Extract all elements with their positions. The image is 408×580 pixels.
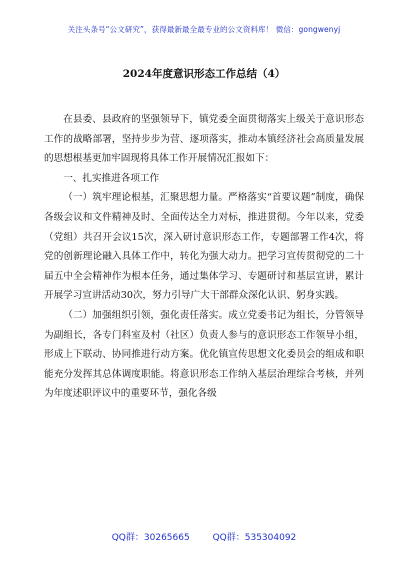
footer-contacts	[0, 530, 408, 543]
paragraph-1: （一）筑牢理论根基，汇聚思想力量。严格落实“首要议题”制度，确保各级会议和文件精神及时、全面传达全力对标，推进贯彻。今年以来，党委（党组）共召开会议15次，深入研讨意识形态工作，专题部署工作4次，将党的创新理论融入具体工作中，转化为强大动力。把学习宣传贯彻党的二十届五中全会精神作为根本任务，通过集体学习、专题研讨和基层宣讲，累计开展学习宣讲活动30次，努力引导广大干部群众深化认识、躬身实践。	[44, 192, 364, 302]
footer-qq-group-1: QQ群：30265665	[111, 533, 190, 543]
document-body	[44, 110, 364, 404]
document-title: 2024年度意识形态工作总结（4）	[122, 68, 286, 80]
footer-qq-group-2: QQ群：535304092	[212, 533, 297, 543]
paragraph-intro: 在县委、县政府的坚强领导下，镇党委全面贯彻落实上级关于意识形态工作的战略部署，坚持步步为营、逐项落实，推动本镇经济社会高质量发展的思想根基更加牢固现将具体工作开展情况汇报如下：	[44, 114, 364, 165]
header-promo-note: 关注头条号“公文研究”，获得最新最全最专业的公文资料库！ 微信：gongwenyj	[67, 25, 341, 34]
section-heading-1: 一、扎实推进各项工作	[63, 172, 160, 184]
paragraph-2: （二）加强组织引领，强化责任落实。成立党委书记为组长，分管领导为副组长，各专门科室及村（社区）负责人参与的意识形态工作领导小组，形成上下联动、协同推进行动方案。优化镇宣传思想文化委员会的组成和职能充分发挥其总体调度职能。将意识形态工作纳入基层治理综合考核，并列为年度述职评议中的重要环节，强化各级	[44, 309, 364, 400]
